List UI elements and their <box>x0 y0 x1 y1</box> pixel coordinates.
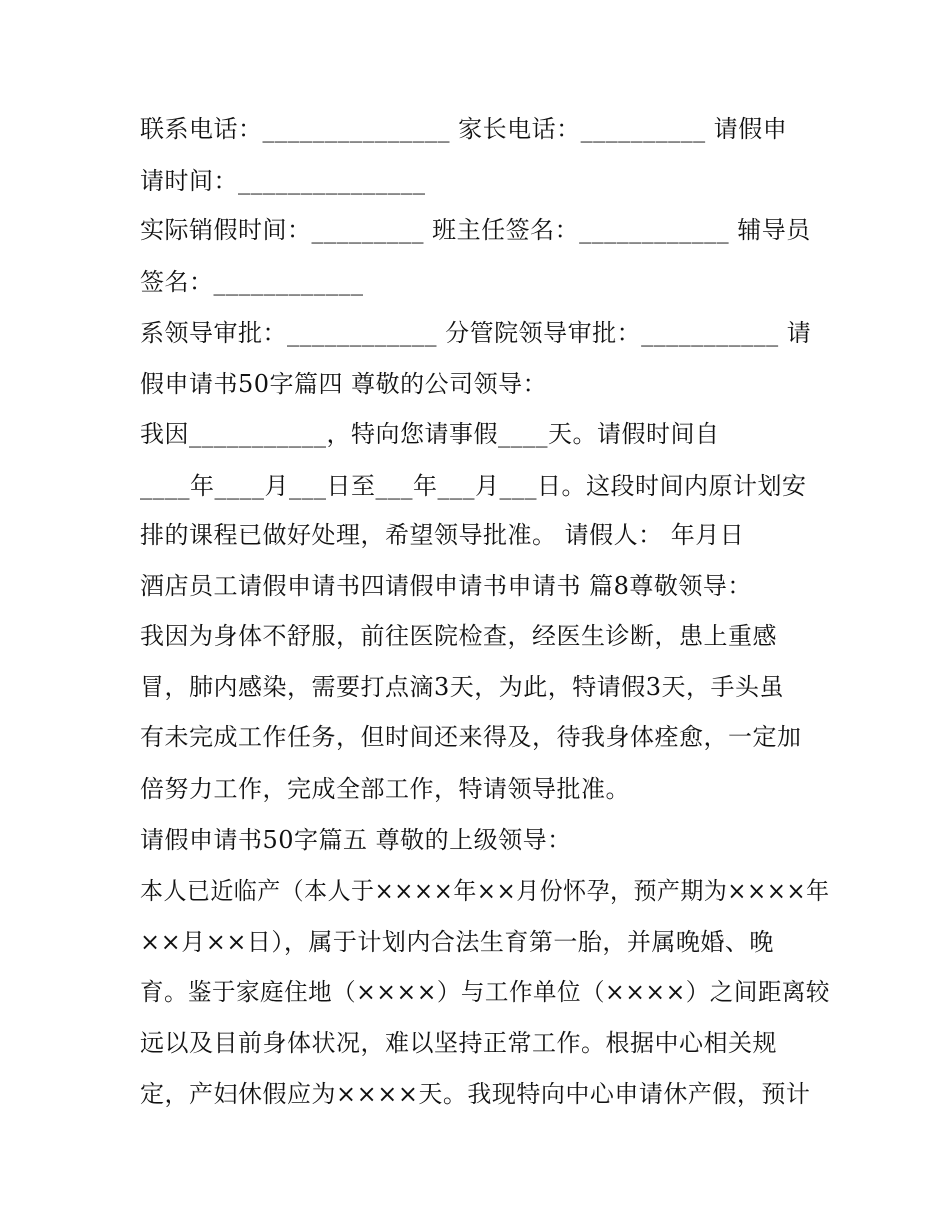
text-line: 联系电话：_______________ 家长电话：__________ 请假申 <box>140 115 788 143</box>
text-line: 请假申请书50字篇五 尊敬的上级领导： <box>140 826 572 854</box>
text-line: 我因为身体不舒服，前往医院检查，经医生诊断，患上重感 <box>140 622 777 650</box>
text-line: 排的课程已做好处理，希望领导批准。 请假人： 年月日 <box>140 521 745 549</box>
text-line: 请时间：_______________ <box>140 167 426 195</box>
text-line: 冒，肺内感染，需要打点滴3天，为此，特请假3天，手头虽 <box>140 673 785 701</box>
text-line: 签名：____________ <box>140 268 364 296</box>
text-line: 倍努力工作，完成全部工作，特请领导批准。 <box>140 775 630 803</box>
text-line: ××月××日），属于计划内合法生育第一胎，并属晚婚、晚 <box>140 928 774 956</box>
text-line: 有未完成工作任务，但时间还来得及，待我身体痊愈，一定加 <box>140 723 802 751</box>
text-line: 系领导审批：____________ 分管院领导审批：___________ 请 <box>140 319 812 347</box>
text-line: 远以及目前身体状况，难以坚持正常工作。根据中心相关规 <box>140 1029 777 1057</box>
text-line: 定，产妇休假应为××××天。我现特向中心申请休产假，预计 <box>140 1080 811 1108</box>
text-line: 酒店员工请假申请书四请假申请书申请书 篇8尊敬领导： <box>140 572 752 600</box>
text-line: 假申请书50字篇四 尊敬的公司领导： <box>140 370 548 398</box>
text-line: 我因___________，特向您请事假____天。请假时间自 <box>140 420 720 448</box>
text-line: 实际销假时间：_________ 班主任签名：____________ 辅导员 <box>140 216 811 244</box>
text-line: 育。鉴于家庭住地（××××）与工作单位（××××）之间距离较 <box>140 978 830 1006</box>
text-line: ____年____月___日至___年___月___日。这段时间内原计划安 <box>140 472 807 500</box>
text-line: 本人已近临产（本人于××××年××月份怀孕，预产期为××××年 <box>140 877 830 905</box>
